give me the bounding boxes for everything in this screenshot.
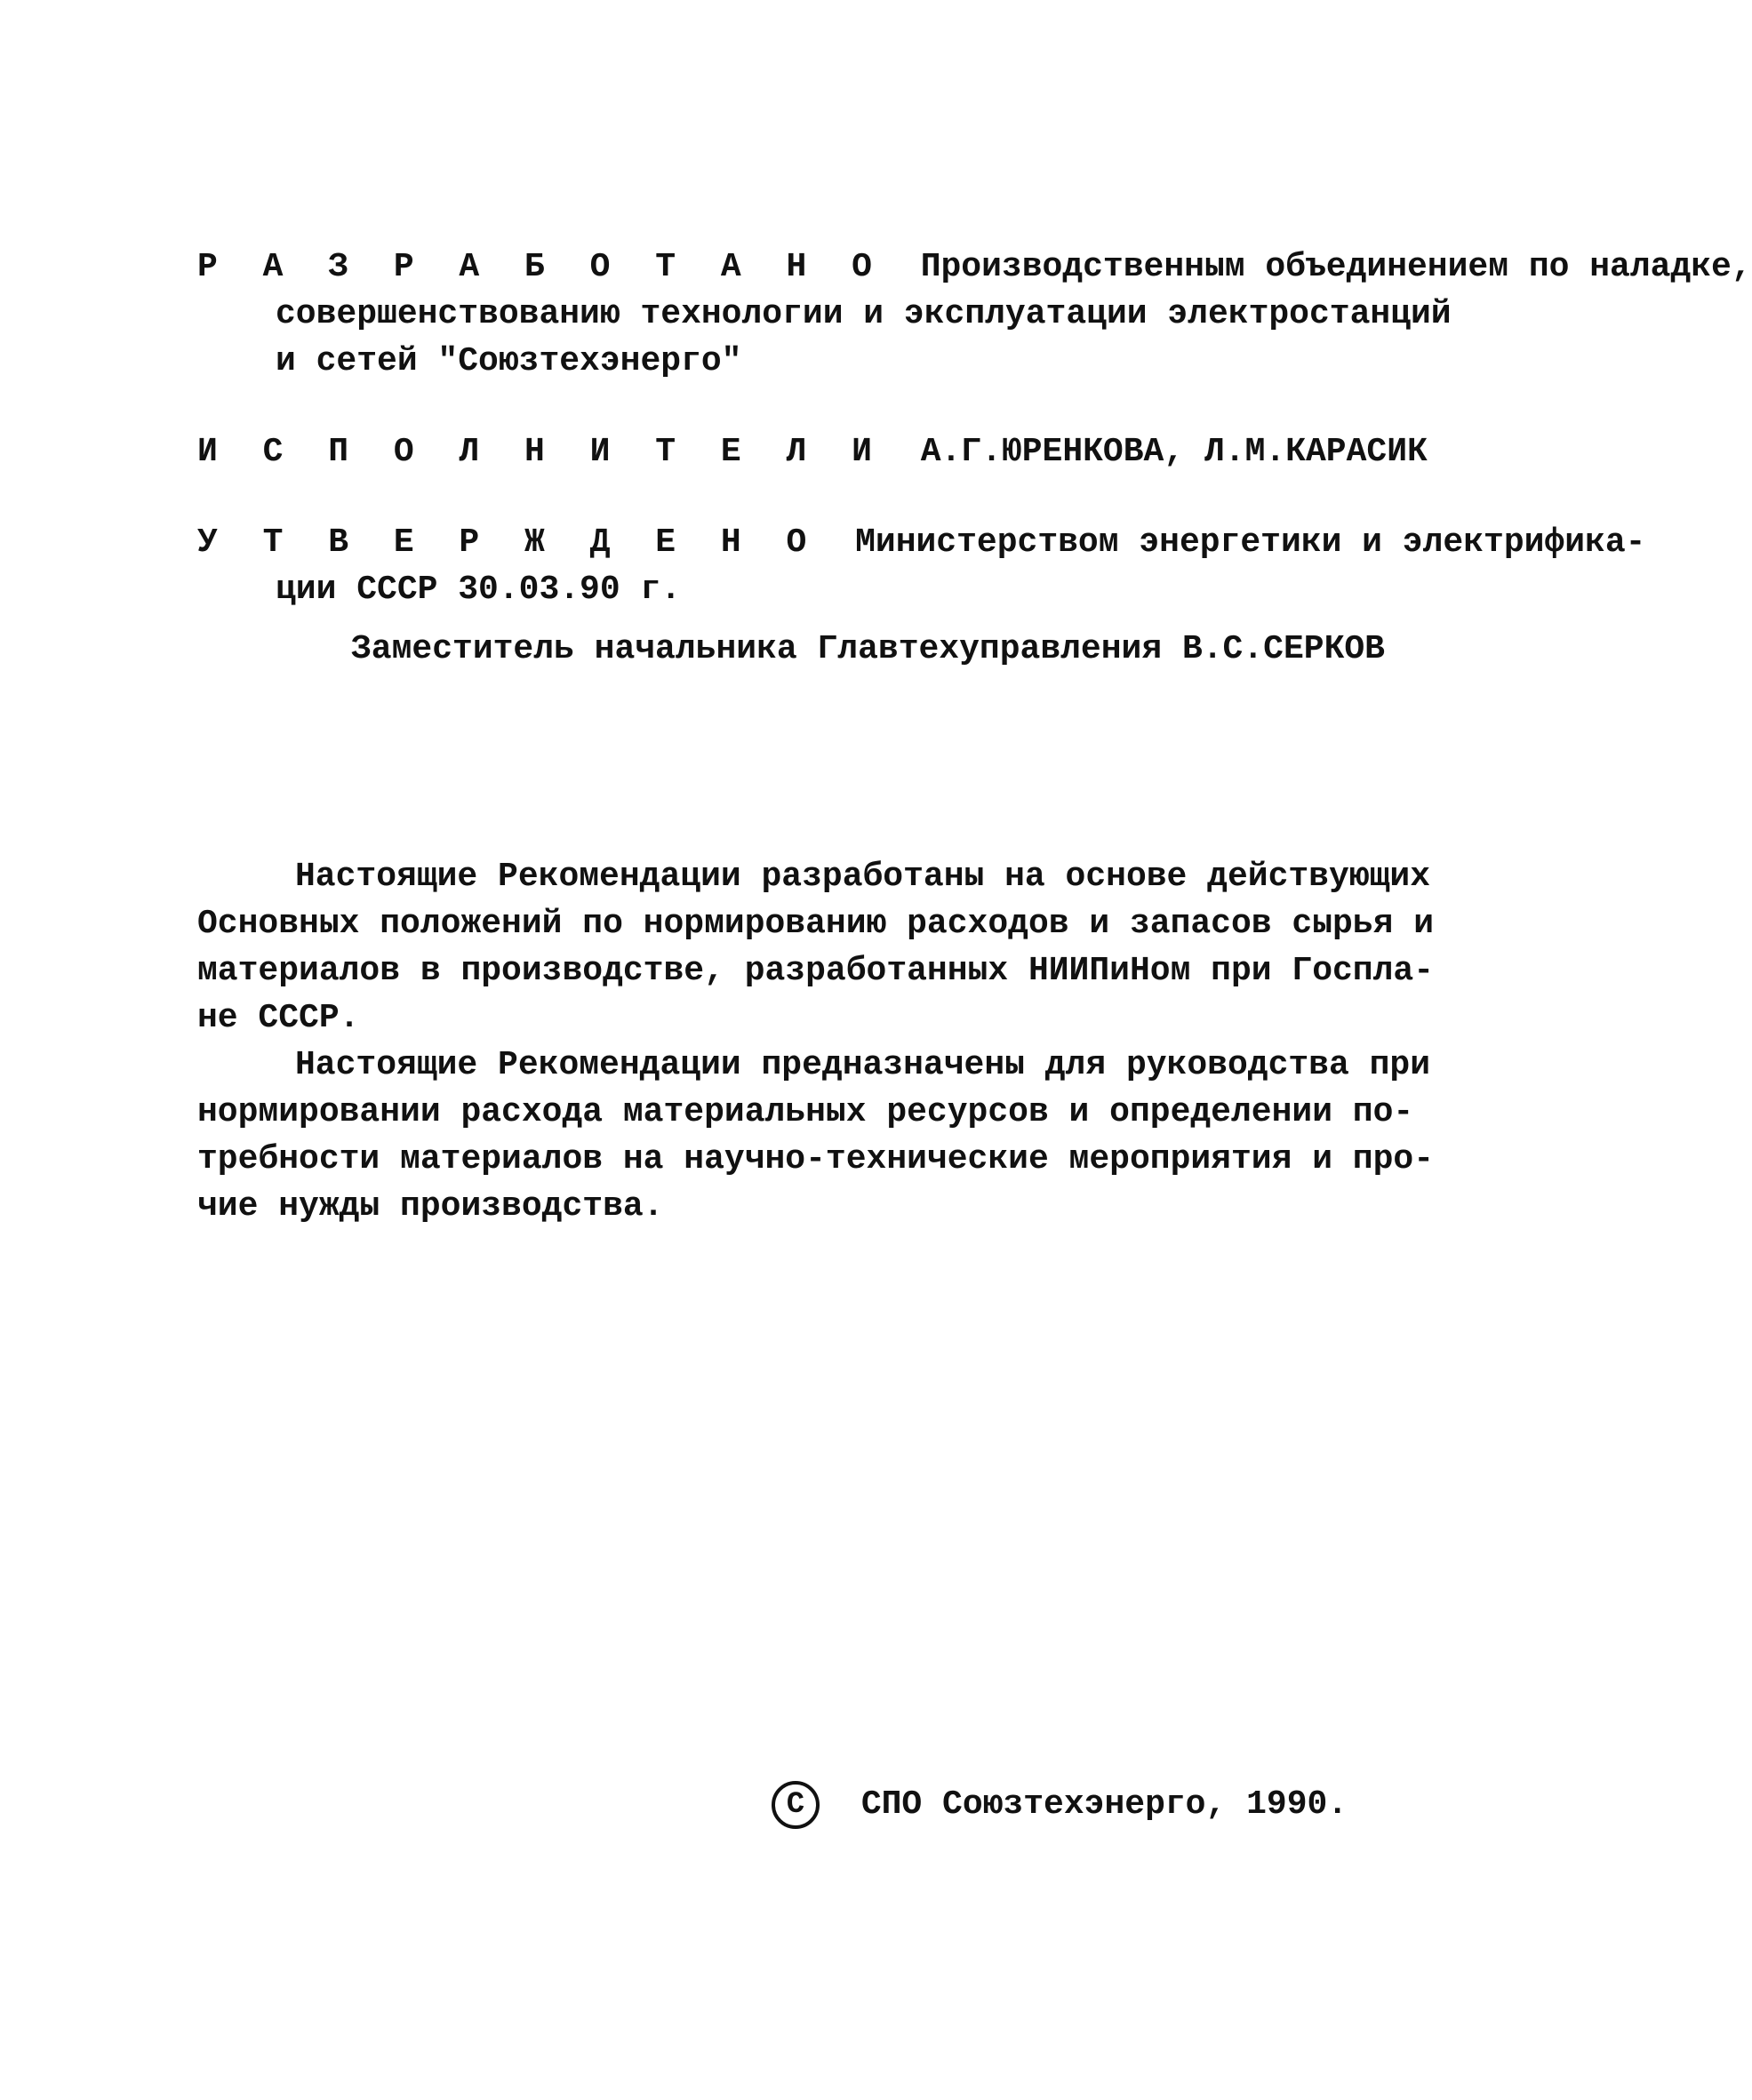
paragraph-2-line-2: нормировании расхода материальных ресурсов и определении по- (197, 1093, 1414, 1131)
approved-heading: У Т В Е Р Ж Д Е Н О (197, 523, 820, 562)
copyright-text: СПО Союзтехэнерго, 1990. (860, 1785, 1348, 1824)
paragraph-1-line-4: не СССР. (197, 999, 360, 1037)
executors-line (197, 435, 1428, 469)
executors-heading: И С П О Л Н И Т Е Л И (197, 433, 884, 471)
approved-text-2: ции СССР 30.03.90 г. (276, 571, 682, 609)
developed-text-3: и сетей "Союзтехэнерго" (276, 342, 742, 380)
copyright-line (772, 1781, 1348, 1829)
developed-text-1: Производственным объединением по наладке, (920, 248, 1752, 286)
developed-text-2: совершенствованию технологии и эксплуатации электростанций (276, 295, 1452, 333)
paragraph-2-line-4: чие нужды производства. (197, 1187, 664, 1226)
approved-signatory: Заместитель начальника Главтехуправления В.С.СЕРКОВ (351, 630, 1385, 668)
copyright-icon: С (772, 1781, 820, 1829)
approved-line-1 (197, 523, 1646, 562)
developed-heading: Р А З Р А Б О Т А Н О (197, 248, 884, 286)
paragraph-1-line-3: материалов в производстве, разработанных НИИПиНом при Госпла- (197, 952, 1435, 990)
executors-names: А.Г.ЮРЕНКОВА, Л.М.КАРАСИК (920, 433, 1428, 471)
paragraph-2-line-1: Настоящие Рекомендации предназначены для руководства при (295, 1046, 1431, 1084)
approved-text-1: Министерством энергетики и электрифика- (855, 523, 1646, 562)
developed-line-1 (197, 248, 1752, 286)
paragraph-1-line-2: Основных положений по нормированию расходов и запасов сырья и (197, 905, 1435, 943)
paragraph-2-line-3: требности материалов на научно-технические мероприятия и про- (197, 1140, 1435, 1178)
paragraph-1-line-1: Настоящие Рекомендации разработаны на основе действующих (295, 858, 1431, 896)
